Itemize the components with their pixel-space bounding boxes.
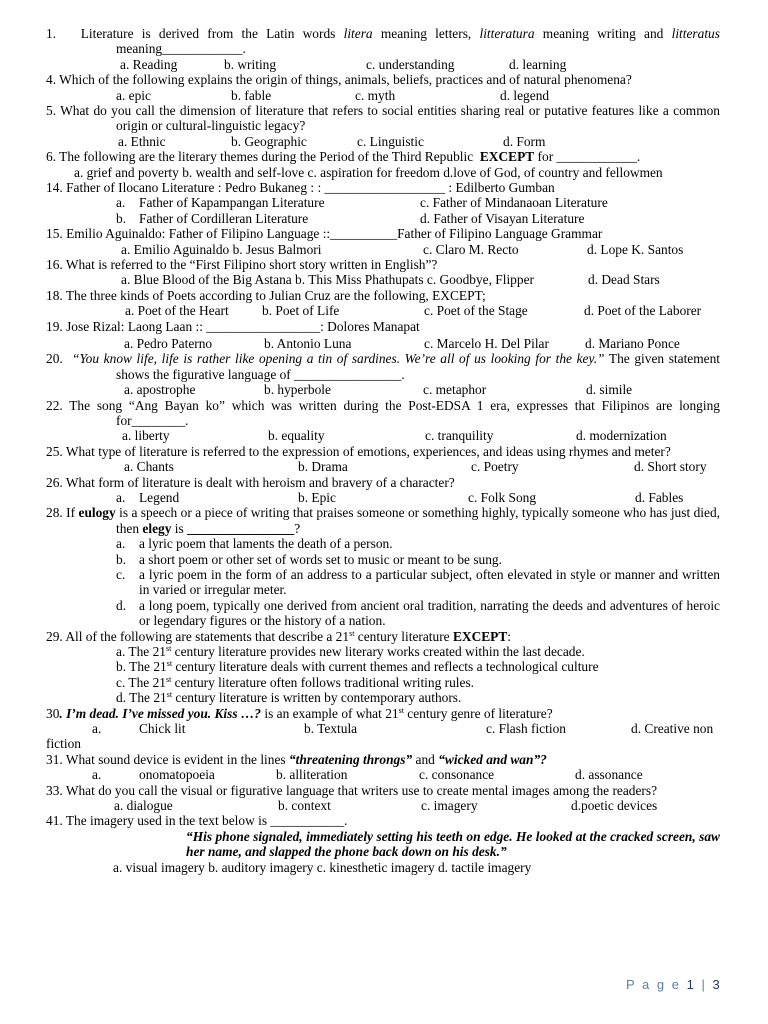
- option-b: b. Geographic: [231, 133, 307, 149]
- question-31: 31. What sound device is evident in the lines “threatening throngs” and “wicked and wan”?: [46, 751, 547, 767]
- option-c: c. Father of Mindanaoan Literature: [420, 195, 608, 211]
- option-c: c. Poetry: [471, 459, 519, 475]
- option-a: onomatopoeia: [139, 767, 215, 783]
- option-d: d. Dead Stars: [588, 272, 660, 288]
- option-c: c. Claro M. Recto: [423, 241, 519, 257]
- option-b: b. The 21st century literature deals with current themes and reflects a technological culture: [116, 659, 599, 675]
- question-1-options: [46, 57, 720, 72]
- question-31-options: a. onomatopoeia b. alliteration c. consonance d. assonance: [92, 767, 643, 783]
- option-c: c. metaphor: [423, 382, 487, 398]
- question-18-options: [46, 303, 720, 318]
- option-b: b. alliteration: [276, 767, 348, 783]
- question-28: 28. If eulogy is a speech or a piece of writing that praises someone or something highly, typically someone who has just died, then elegy is ________________?: [46, 505, 721, 536]
- option-c: c. Poet of the Stage: [424, 303, 528, 319]
- question-20-options: [46, 382, 720, 397]
- option-d: d. simile: [586, 382, 633, 398]
- question-5-options: [46, 134, 720, 149]
- question-14: 14. Father of Ilocano Literature : Pedro Bukaneg : : __________________ : Edilberto Gumban: [46, 180, 555, 196]
- question-6-options: a. grief and poverty b. wealth and self-love c. aspiration for freedom d.love of God, of country and fellowmen: [74, 164, 663, 180]
- option-b: b. Epic: [298, 490, 336, 505]
- question-30-options: a. Chick lit b. Textula c. Flash fiction d. Creative non: [92, 721, 714, 737]
- option-b: b. Drama: [298, 459, 348, 475]
- option-d: d. Father of Visayan Literature: [420, 210, 585, 226]
- option-b: b. Poet of Life: [262, 303, 340, 319]
- option-c: c. imagery: [421, 798, 478, 814]
- question-4: 4. Which of the following explains the origin of things, animals, beliefs, practices and of natural phenomena?: [46, 72, 632, 88]
- option-c: c. myth: [355, 87, 396, 103]
- option-a: Father of Kapampangan Literature: [139, 195, 325, 211]
- option-a: a. a lyric poem that laments the death of a person.: [116, 536, 393, 552]
- question-22: 22. The song “Ang Bayan ko” which was written during the Post-EDSA 1 era, expresses that Filipinos are longing for________.: [46, 397, 720, 428]
- option-d: d. Short story: [634, 459, 707, 475]
- option-a: a. Ethnic: [118, 133, 166, 149]
- option-d: d. legend: [500, 87, 550, 103]
- question-30: 30. I’m dead. I’ve missed you. Kiss …? is an example of what 21st century genre of literature?: [46, 705, 553, 721]
- question-20: 20. “You know life, life is rather like opening a tin of sardines. We’re all of us looking for the key.” The given statement shows the figurative language of ________________.: [46, 351, 721, 382]
- question-29: 29. All of the following are statements that describe a 21st century literature EXCEPT:: [46, 628, 512, 644]
- quiz-sheet: [46, 26, 720, 875]
- question-33: 33. What do you call the visual or figurative language that writers use to create mental images among the readers?: [46, 782, 658, 798]
- question-18: 18. The three kinds of Poets according to Julian Cruz are the following, EXCEPT;: [46, 287, 486, 303]
- question-4-options: [46, 88, 720, 103]
- option-a: Legend: [139, 490, 180, 505]
- option-b: b. hyperbole: [264, 382, 331, 398]
- question-6: 6. The following are the literary themes during the Period of the Third Republic EXCEPT for ____________.: [46, 149, 641, 165]
- option-d: d. Fables: [635, 490, 684, 505]
- question-25: 25. What type of literature is referred to the expression of emotions, experiences, and ideas using rhymes and meter?: [46, 443, 671, 459]
- option-a: a. Reading: [120, 56, 178, 72]
- option-a: Chick lit: [139, 721, 186, 737]
- question-16: 16. What is referred to the “First Filipino short story written in English”?: [46, 257, 438, 272]
- option-c: c. tranquility: [425, 428, 494, 444]
- option-c: c. consonance: [419, 767, 495, 783]
- option-b: b. equality: [268, 428, 325, 444]
- question-15: 15. Emilio Aguinaldo: Father of Filipino Language ::__________Father of Filipino Language Grammar: [46, 226, 603, 242]
- question-29-options: [116, 644, 720, 706]
- option-d: d. Mariano Ponce: [585, 336, 680, 351]
- option-c: c. The 21st century literature often follows traditional writing rules.: [116, 674, 475, 690]
- question-28-options: [116, 536, 720, 628]
- option-d: d. learning: [509, 56, 567, 72]
- question-15-options: [46, 242, 720, 257]
- option-b: Father of Cordilleran Literature: [139, 210, 309, 226]
- option-b: b. writing: [224, 56, 277, 72]
- option-abc: a. Blue Blood of the Big Astana b. This Miss Phathupats c. Goodbye, Flipper: [121, 272, 534, 288]
- option-d: d. Creative non: [631, 721, 714, 737]
- option-c: c. Folk Song: [468, 490, 537, 505]
- option-a: a. epic: [116, 87, 151, 103]
- question-26-options: a. Legend b. Epic c. Folk Song d. Fables: [116, 490, 684, 505]
- option-d: d. assonance: [575, 767, 643, 783]
- option-d: d.poetic devices: [571, 798, 658, 814]
- option-c: c. understanding: [366, 56, 455, 72]
- option-a: a. liberty: [122, 428, 170, 444]
- option-d: d. The 21st century literature is written by contemporary authors.: [116, 690, 462, 706]
- option-d: d. modernization: [576, 428, 667, 444]
- option-a: a. Chants: [124, 459, 174, 475]
- question-41-options: a. visual imagery b. auditory imagery c. kinesthetic imagery d. tactile imagery: [113, 859, 532, 875]
- option-d: d. Poet of the Laborer: [584, 303, 702, 319]
- option-c: c. a lyric poem in the form of an address to a particular subject, often elevated in style or manner and written in varied or irregular meter.: [116, 567, 720, 598]
- question-41: 41. The imagery used in the text below is ___________.: [46, 813, 348, 829]
- question-1: 1. Literature is derived from the Latin words litera meaning letters, litteratura meaning writing and litteratus meaning____________.: [46, 26, 720, 57]
- question-30-option-wrap: fiction: [46, 736, 81, 752]
- option-d: d. a long poem, typically one derived from ancient oral tradition, narrating the deeds and adventures of heroic or legendary figures or the history of a nation.: [116, 597, 720, 629]
- question-19: 19. Jose Rizal: Laong Laan :: _________________: Dolores Manapat: [46, 318, 420, 334]
- option-b: b. context: [278, 798, 331, 814]
- option-a: a. Pedro Paterno: [124, 336, 213, 351]
- option-b: b. Antonio Luna: [264, 336, 352, 351]
- question-5: 5. What do you call the dimension of literature that refers to social entities sharing real or putative features like a common origin or cultural-linguistic legacy?: [46, 103, 720, 134]
- question-14-options-row2: b. Father of Cordilleran Literature d. Father of Visayan Literature: [116, 210, 585, 226]
- option-c: c. Linguistic: [357, 133, 424, 149]
- question-14-options-row1: a. Father of Kapampangan Literature c. Father of Mindanaoan Literature: [116, 195, 608, 211]
- option-a: a. dialogue: [114, 798, 173, 814]
- question-33-options: [46, 798, 720, 813]
- question-22-options: [46, 428, 720, 443]
- option-c: c. Flash fiction: [486, 721, 566, 737]
- page-footer: P a g e 1 | 3: [626, 977, 722, 992]
- option-a: a. apostrophe: [124, 382, 196, 398]
- option-d: d. Form: [503, 133, 546, 149]
- question-19-options: [46, 336, 720, 351]
- option-d: d. Lope K. Santos: [587, 241, 684, 257]
- option-b: b. a short poem or other set of words set to music or meant to be sung.: [116, 551, 502, 567]
- option-ab: a. Emilio Aguinaldo b. Jesus Balmori: [121, 241, 322, 257]
- option-a: a. Poet of the Heart: [125, 303, 229, 319]
- option-b: b. fable: [231, 87, 272, 103]
- question-41-quote: “His phone signaled, immediately setting his teeth on edge. He looked at the cracked screen, saw her name, and slapped the phone back down on his desk.”: [186, 828, 720, 860]
- question-16-options: [46, 272, 720, 287]
- option-c: c. Marcelo H. Del Pilar: [424, 336, 549, 351]
- question-25-options: [46, 459, 720, 474]
- option-a: a. The 21st century literature provides new literary works created within the last decade.: [116, 644, 585, 660]
- option-b: b. Textula: [304, 721, 358, 737]
- question-26: 26. What form of literature is dealt with heroism and bravery of a character?: [46, 474, 455, 490]
